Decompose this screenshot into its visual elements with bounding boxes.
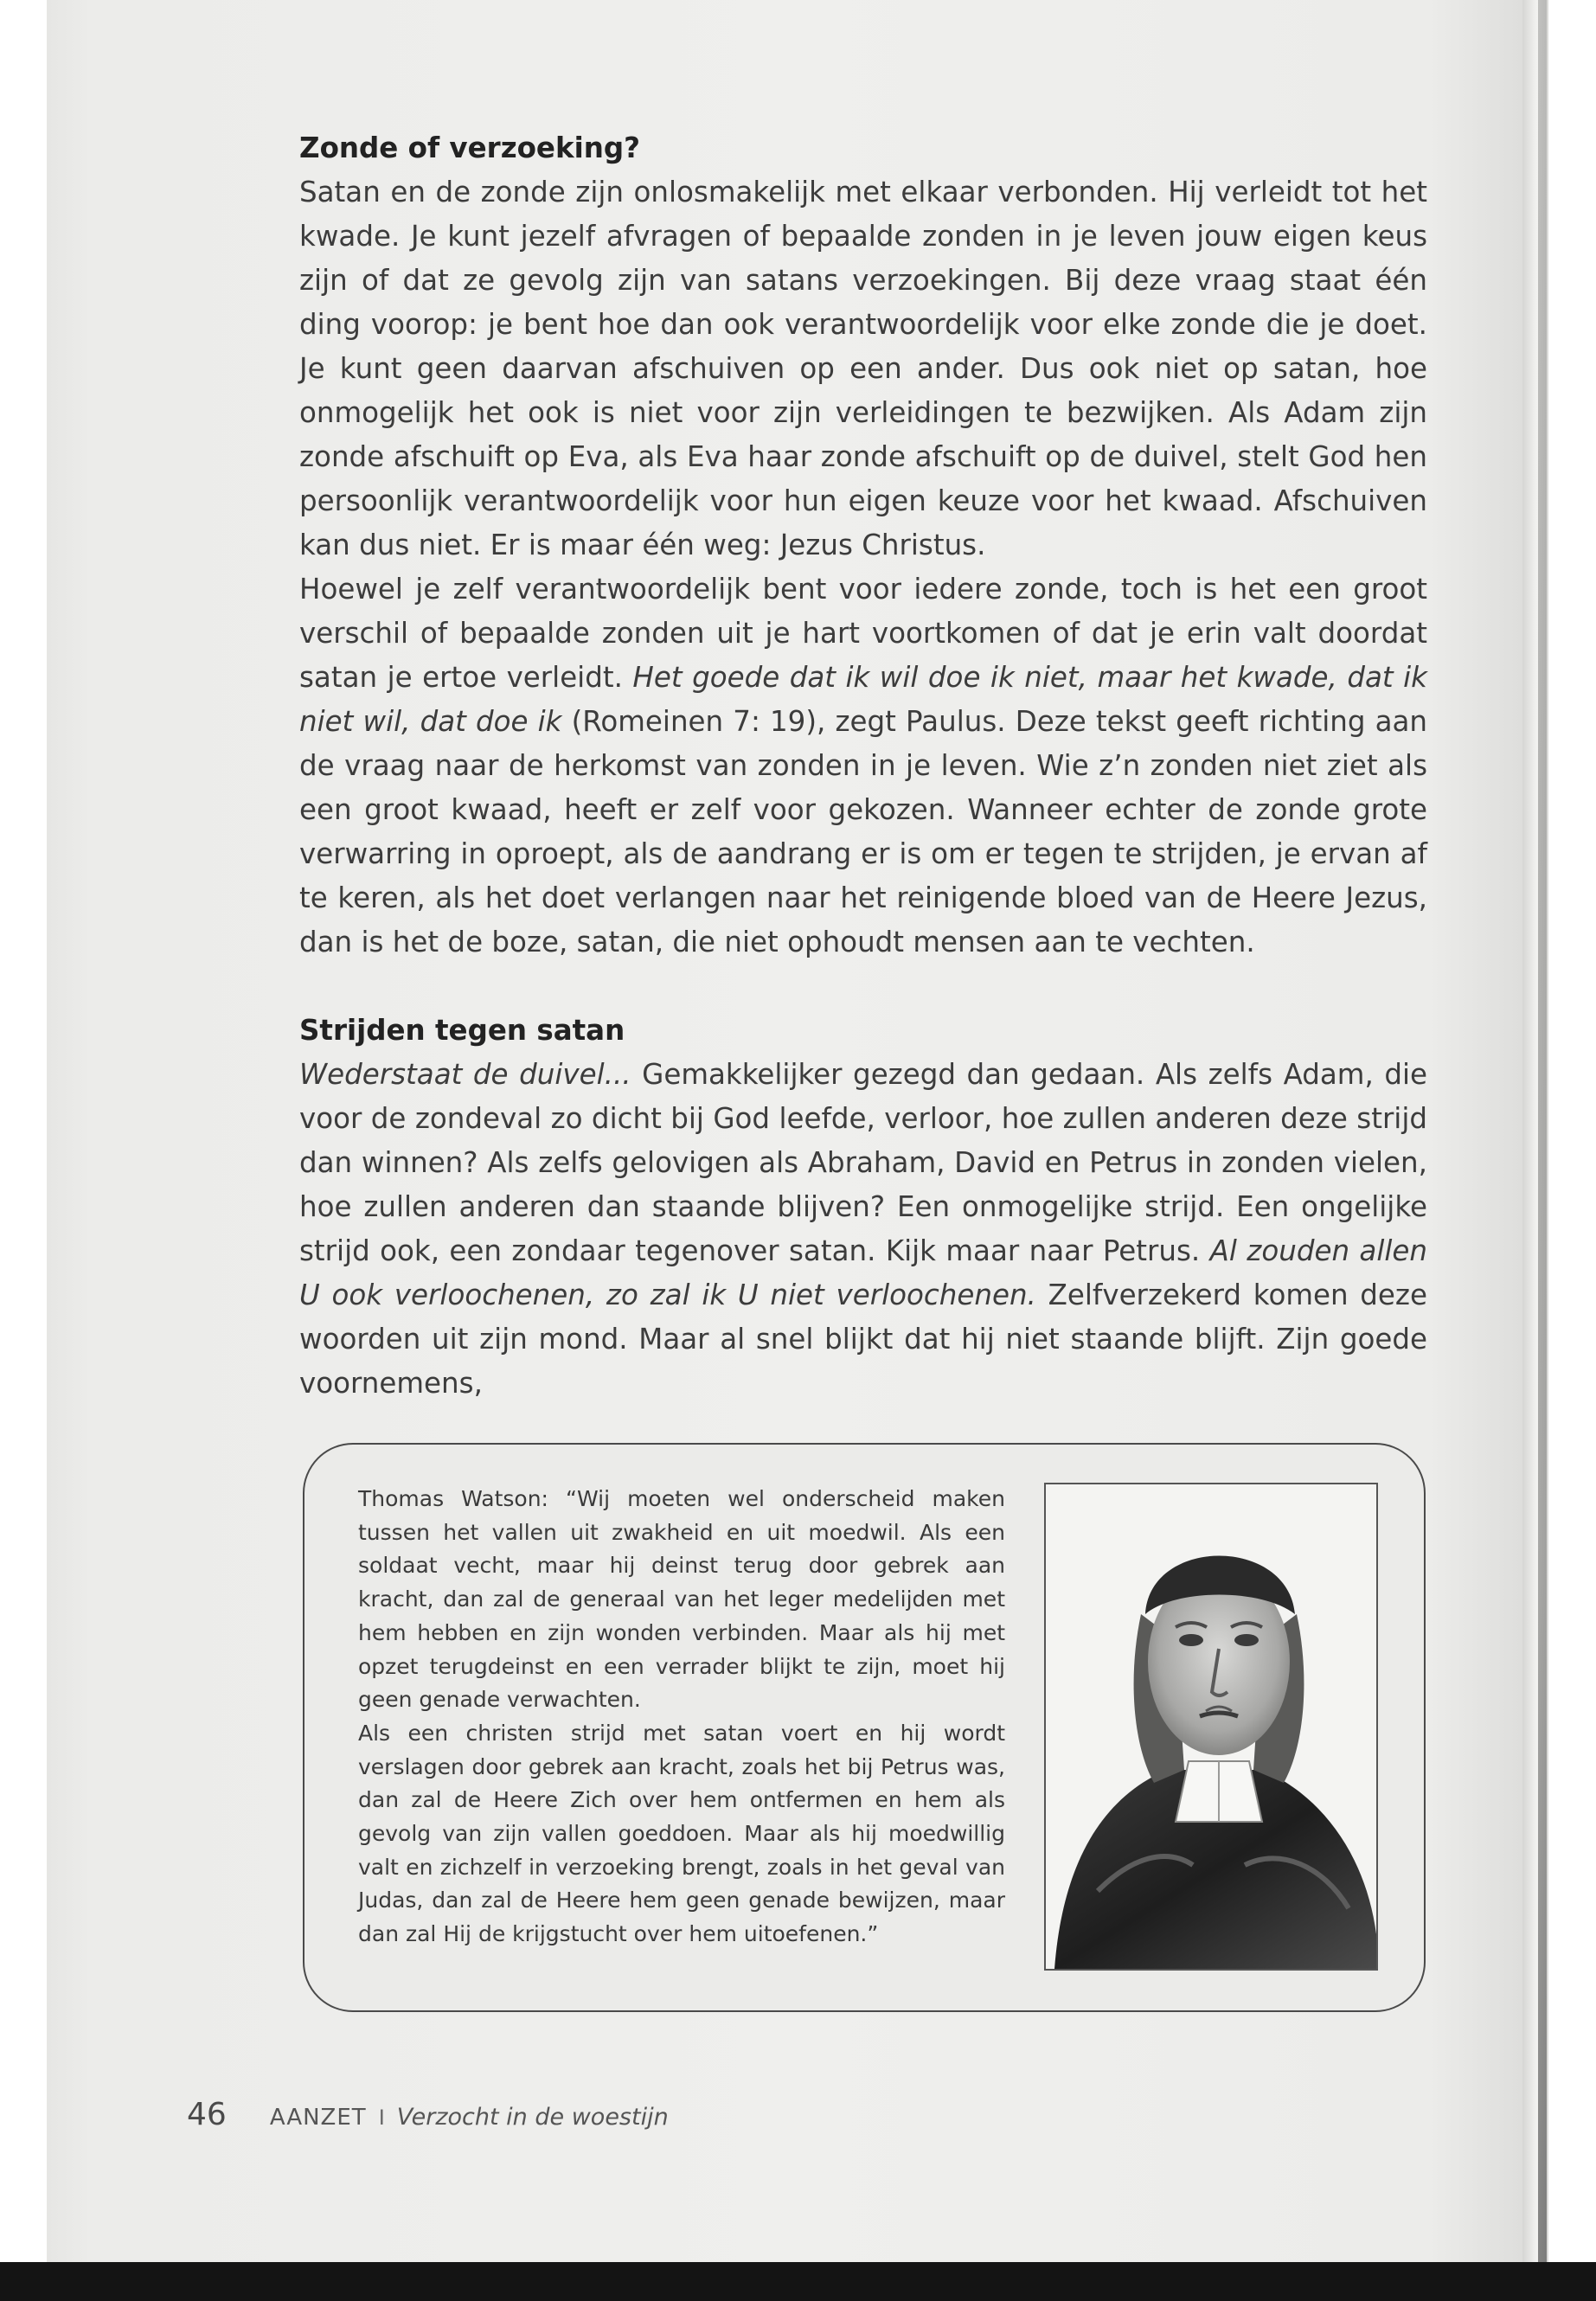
scripture-quote: Het goede dat ik wil doe ik niet, maar het kwade, dat ik niet wil, dat doe ik (299, 661, 1427, 738)
section-heading: Strijden tegen satan (299, 1014, 625, 1047)
paragraph: Hoewel je zelf verantwoordelijk bent voor iedere zonde, toch is het een groot verschil of bepaalde zonden uit je hart voortkomen of dat je erin valt doordat satan je ertoe verleidt. Het goede dat ik wil doe ik niet, maar het kwade, dat ik niet wil, dat doe ik (Romeinen 7: 19), zegt Paulus. Deze tekst geeft richting aan de vraag naar de herkomst van zonden in je leven. Wie z’n zonden niet ziet als een groot kwaad, heeft er zelf voor gekozen. Wanneer echter de zonde grote verwarring in oproept, als de aandrang er is om er tegen te strijden, je ervan af te keren, als het doet verlangen naar het reinigende bloed van de Heere Jezus, dan is het de boze, satan, die niet ophoudt mensen aan te vechten. (299, 573, 1427, 958)
binding-shadow (1538, 0, 1547, 2266)
footer-separator: I (378, 2106, 385, 2130)
paragraph: Wederstaat de duivel... Gemakkelijker gezegd dan gedaan. Als zelfs Adam, die voor de zondeval zo dicht bij God leefde, verloor, hoe zullen anderen deze strijd dan winnen? Als zelfs gelovigen als Abraham, David en Petrus in zonden vielen, hoe zullen anderen dan staande blijven? Een onmogelijke strijd. Een ongelijke strijd ook, een zondaar tegenover satan. Kijk maar naar Petrus. Al zouden allen U ook verloochenen, zo zal ik U niet verloochenen. Zelfverzekerd komen deze woorden uit zijn mond. Maar al snel blijkt dat hij niet staande blijft. Zijn goede voornemens, (299, 1058, 1428, 1400)
scripture-quote: Wederstaat de duivel... (299, 1058, 631, 1091)
paragraph: Satan en de zonde zijn onlosmakelijk met elkaar verbonden. Hij verleidt tot het kwade. Je kunt jezelf afvragen of bepaalde zonden in je leven jouw eigen keus zijn of dat ze gevolg zijn van satans verzoekingen. Bij deze vraag staat één ding voorop: je bent hoe dan ook verantwoordelijk voor elke zonde die je doet. Je kunt geen daarvan afschuiven op een ander. Dus ook niet op satan, hoe onmogelijk het ook is niet voor zijn verleidingen te bezwijken. Als Adam zijn zonde afschuift op Eva, als Eva haar zonde afschuift op de duivel, stelt God hen persoonlijk verantwoordelijk voor hun eigen keuze voor het kwaad. Afschuiven kan dus niet. Er is maar één weg: Jezus Christus. (299, 176, 1427, 561)
main-text (299, 126, 1427, 1406)
quote-paragraph: Thomas Watson: “Wij moeten wel onderscheid maken tussen het vallen uit zwakheid en uit moedwil. Als een soldaat vecht, maar hij deinst terug door gebrek aan kracht, dan zal de generaal van het leger medelijden met hem hebben en zijn wonden verbinden. Maar als hij met opzet terugdeinst en een verrader blijkt te zijn, moet hij geen genade verwachten. (358, 1486, 1005, 1713)
page-footer (187, 2093, 669, 2137)
series-name: AANZET (269, 2105, 367, 2131)
quote-paragraph: Als een christen strijd met satan voert en hij wordt verslagen door gebrek aan kracht, zoals het bij Petrus was, dan zal de Heere Zich over hem ontfermen en hem als gevolg van zijn vallen goeddoen. Maar als hij moedwillig valt en zichzelf in verzoeking brengt, zoals in het geval van Judas, dan zal de Heere hem geen genade bewijzen, maar dan zal Hij de krijgstucht over hem uitoefenen.” (358, 1720, 1005, 1947)
scan-background (0, 2262, 1596, 2301)
portrait-image (1044, 1483, 1378, 1971)
page-number: 46 (187, 2097, 227, 2132)
section-heading: Zonde of verzoeking? (299, 131, 640, 164)
scripture-quote: Al zouden allen U ook verloochenen, zo zal ik U niet verloochenen. (299, 1234, 1428, 1311)
portrait-engraving (1046, 1484, 1376, 1969)
book-title: Verzocht in de woestijn (396, 2104, 669, 2131)
sidebar-quote (358, 1483, 1005, 1952)
